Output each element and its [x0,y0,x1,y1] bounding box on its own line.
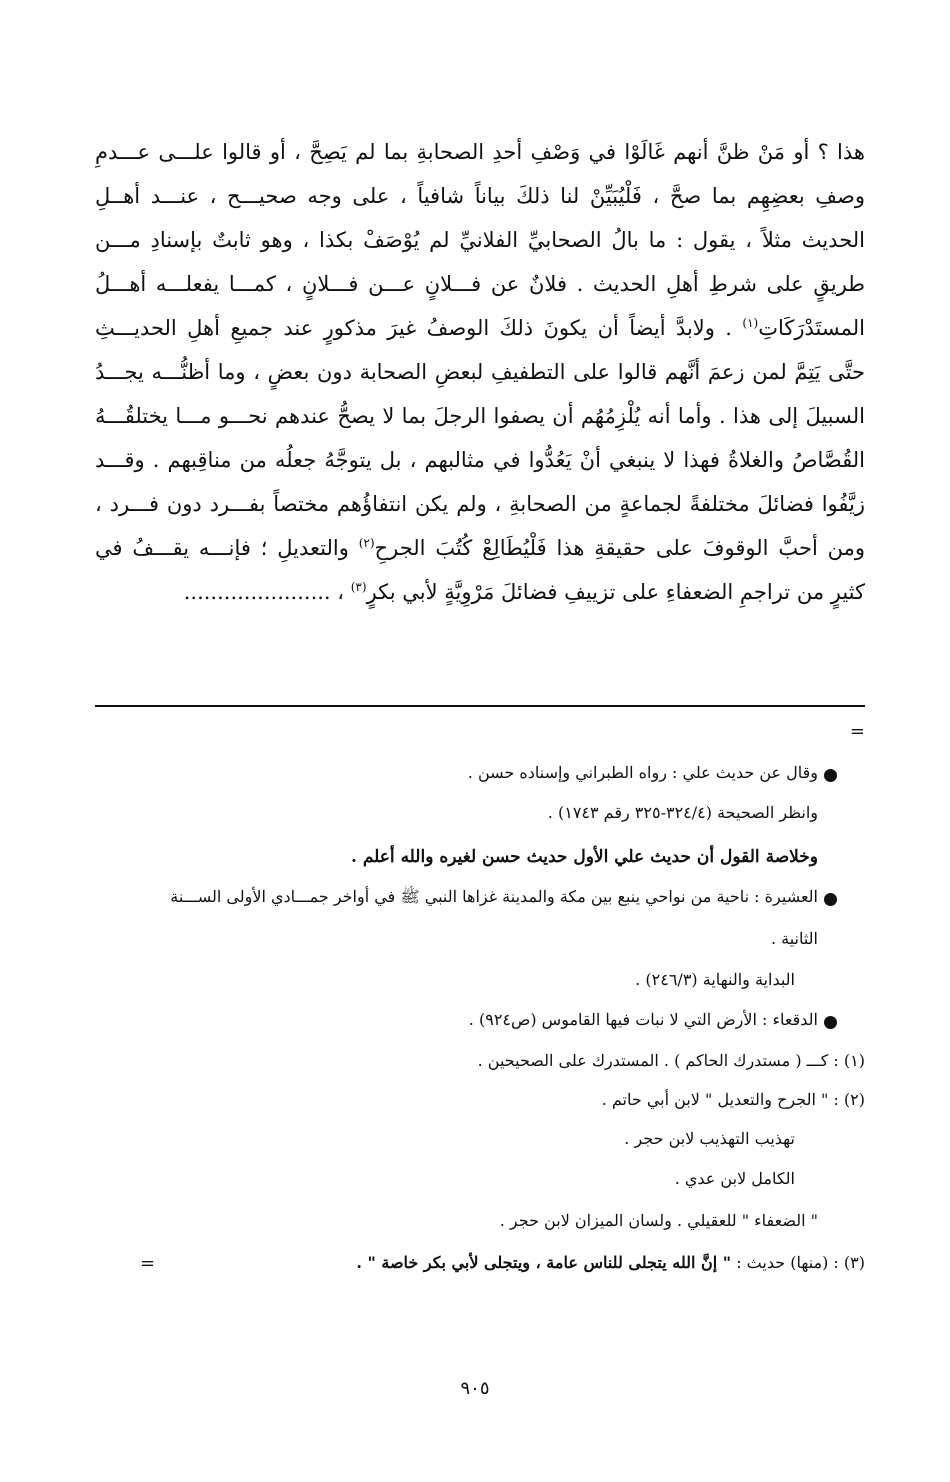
footnote-marker: (٢) [358,536,375,550]
bullet-icon [824,769,837,782]
footnote-separator [95,705,865,707]
main-text-line: السبيلَ إلى هذا . وأما أنه يُلْزِمُهُم أن يصفوا الرجلَ بما لا يصحُّ عندهم نحـــو مـــا يختلقُـــهُ [95,404,865,428]
main-text [95,130,865,614]
main-text-line [95,306,865,350]
page-number: ٩٠٥ [460,1378,490,1399]
footnote-3 [356,1250,865,1276]
continuation-mark-bottom: = [140,1253,156,1274]
footnote-2-kamil: الكامل لابن عدي . [674,1169,795,1188]
line-text: . ولابدَّ أيضاً أن يكونَ ذلكَ الوصفُ غيرَ مذكورٍ عند جميعِ أهلِ الحديـــثِ [95,316,743,340]
line-text: ، ...................... [183,580,351,604]
footnote-2-duafa: " الضعفاء " للعقيلي . ولسان الميزان لابن حجر . [499,1211,818,1230]
main-text-line: زيَّفُوا فضائلَ مختلفةً لجماعةٍ من الصحابةِ ، ولم يكن انتفاؤُهم مختصاً بفـــرد دون فـــرد ، [95,492,865,516]
main-text-line: القُصَّاصُ والغلاةُ فهذا لا ينبغي أنْ يَعُدُّوا في مثالبهم ، بل يتوجَّهُ جعلُه من مناقِبهم . وقـــد [95,448,865,472]
main-text-line: الحديث مثلاً ، يقول : ما بالُ الصحابيِّ الفلانيِّ لم يُوْصَفْ بكذا ، وهو ثابتٌ بإسنادِ مـــن [95,228,865,252]
footnote-3-hadith: " إنَّ الله يتجلى للناس عامة ، ويتجلى لأبي بكر خاصة " . [356,1253,732,1272]
line-text: كثيرٍ من تراجمِ الضعفاءِ على تزييفِ فضائلَ مَرْوِيَّةٍ لأبي بكرٍ [366,580,865,604]
main-text-line: هذا ؟ أو مَنْ ظنَّ أنهم غَالَوْا في وَصْفِ أحدِ الصحابةِ بما لم يَصِحَّ ، أو قالوا علـــى عـــدمِ [95,140,865,164]
note-ushayra-line2: الثانية . [770,929,818,948]
note-conclusion: وخلاصة القول أن حديث علي الأول حديث حسن لغيره والله أعلم . [351,847,818,867]
footnote-2: (٢) : " الجرح والتعديل " لابن أبي حاتم . [601,1090,865,1109]
note-bidaya-ref: البداية والنهاية (٢٤٦/٣) . [635,970,795,989]
main-text-line [95,570,865,614]
bullet-icon [824,893,837,906]
continuation-mark-top: = [849,721,865,742]
footnote-1: (١) : كـــ ( مستدرك الحاكم ) . المستدرك على الصحيحين . [477,1051,865,1070]
footnote-3-intro: (٣) : (منها) حديث : [731,1253,865,1272]
main-text-line: وصفِ بعضِهِم بما صحَّ ، فَلْيُبَيِّنْ لنا ذلكَ بياناً شافياً ، على وجه صحيـــح ، عنـــد أهــلِ [95,184,865,208]
line-text: المستَدْرَكَاتِ [758,316,865,340]
main-text-line: حتَّى يَتِمَّ لمن زعمَ أنَّهم قالوا على التطفيفِ لبعضِ الصحابة دون بعضٍ ، وما أظنُّـــه يجـــدُ [95,360,865,384]
footnote-marker: (٣) [350,580,367,594]
line-text: ومن أحبَّ الوقوفَ على حقيقةِ هذا فَلْيُطَالِعْ كُتُبَ الجرحِ [374,536,865,560]
note-hadith-ali: وقال عن حديث علي : رواه الطبراني وإسناده حسن . [467,763,818,782]
note-sahiha-ref: وانظر الصحيحة (٣٢٤/٤-٣٢٥ رقم ١٧٤٣) . [547,803,818,822]
footnote-2-tahdhib: تهذيب التهذيب لابن حجر . [624,1129,795,1148]
main-text-line [95,526,865,570]
main-text-line: طريقٍ على شرطِ أهلِ الحديث . فلانٌ عن فـــلانٍ عـــن فـــلانٍ ، كمـــا يفعلـــه أهـــلُ [95,272,865,296]
note-ushayra-line1: العشيرة : ناحية من نواحي ينبع بين مكة والمدينة غزاها النبي ﷺ في أواخر جمـــادي الأولى الســـنة [170,887,818,906]
footnote-marker: (١) [742,316,759,330]
line-text: والتعديلِ ؛ فإنـــه يقـــفُ في [95,536,359,560]
bullet-icon [824,1016,837,1029]
note-dag3a: الدقعاء : الأرض التي لا نبات فيها القاموس (ص٩٢٤) . [468,1010,818,1029]
